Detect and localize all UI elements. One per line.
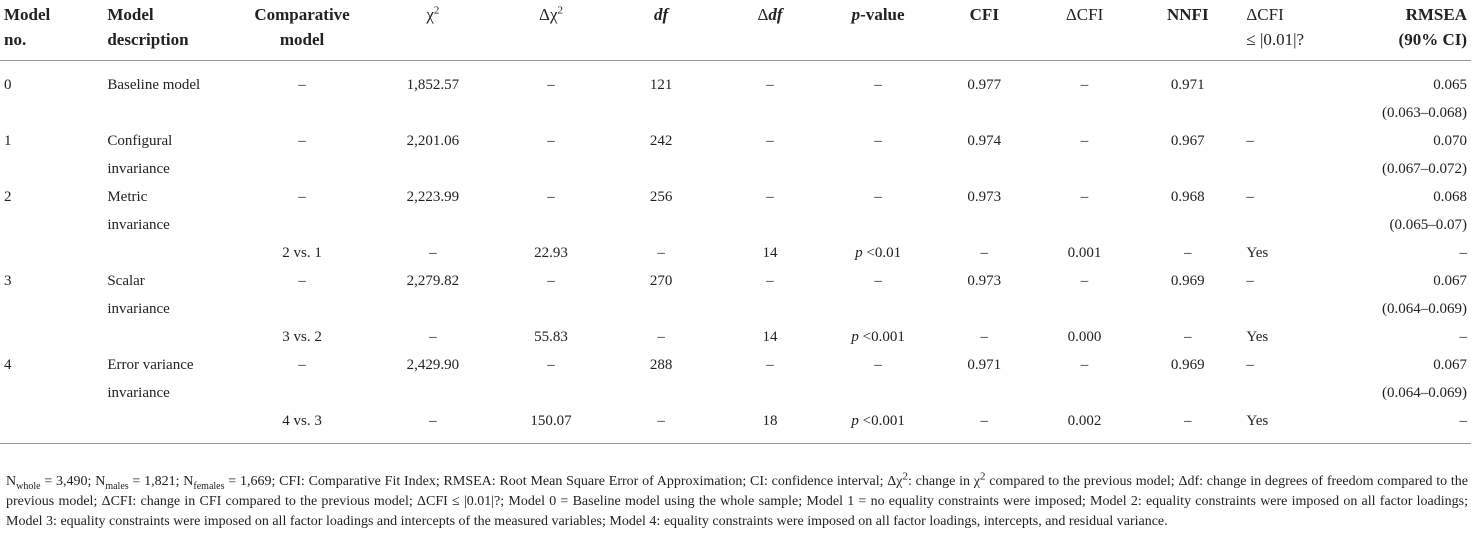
header-delta-cfi: ΔCFI [1065,5,1104,24]
cell-p: – [874,189,882,205]
cell-ddf: 14 [762,245,778,261]
cell-p: – [874,357,882,373]
table-row [0,323,1471,351]
cell-rmsea: – [1459,245,1467,261]
cell-chi2: 2,429.90 [406,357,460,373]
cell-chi2: 1,852.57 [406,77,460,93]
cell-q: – [1246,189,1254,205]
cell-dcfi: – [1080,273,1089,289]
cell-ddf: – [766,189,774,205]
cell-no: 2 [4,189,12,205]
cell-comp: – [298,133,306,149]
header-model-description: Model description [107,5,189,49]
cell-p: p <0.001 [851,413,905,429]
table-row [0,61,1471,128]
cell-no: 3 [4,273,12,289]
cell-dchi2: – [547,133,555,149]
cell-cfi: 0.977 [967,77,1002,93]
cell-q: – [1246,273,1254,289]
header-delta-chi-square: $\Delta\chi^2$ [539,4,563,24]
cell-rmsea: 0.070 (0.067–0.072) [1382,133,1467,177]
cell-no: 1 [4,133,12,149]
table-footnote: $N_{whole} = 3,490$; $N_{males} = 1,821$; $N_{females} = 1,669$; CFI: Comparative Fit Index; RMSEA: Root Mean Square Error of Approximation; CI: confidence interval; $\Delta\chi^2$: change in $\chi^2$ compared to the previous model; Δdf: change in degrees of freedom compared to the previous model; ΔCFI: change in CFI compared to the previous model; ΔCFI ≤ |0.01|?; Model 0 = Baseline model using the whole sample; Model 1 = no equality constraints were imposed; Model 2: equality constraints were imposed on all factor loadings; Model 3: equality constraints were imposed on all factor loadings and intercepts of the measured variables; Model 4: equality constraints were imposed on all factor loadings, intercepts, and residual variance. [6,470,1469,529]
cell-desc [103,239,234,267]
cell-desc [103,407,234,444]
cell-comp: – [298,357,306,373]
cell-nnfi: – [1184,245,1192,261]
cell-chi2: – [429,245,437,261]
cell-dcfi: 0.000 [1067,329,1102,345]
cell-cfi: – [980,245,989,261]
cell-desc: Error variance invariance [107,357,194,401]
cell-desc [103,323,234,351]
cell-dchi2: – [547,357,555,373]
cell-p: p <0.01 [855,245,902,261]
cell-nnfi: 0.968 [1170,189,1205,205]
header-comparative-model: Comparative model [254,5,350,49]
cell-q: Yes [1246,329,1269,345]
cell-dcfi: 0.001 [1067,245,1102,261]
cell-p: – [874,133,882,149]
cell-no [0,407,103,444]
table-body [0,61,1471,444]
cell-dchi2: 22.93 [534,245,568,261]
cell-comp: – [298,189,306,205]
cell-ddf: – [766,77,774,93]
cell-chi2: 2,223.99 [406,189,460,205]
header-p-value: p-value [851,5,905,24]
cell-dchi2: – [547,77,555,93]
cell-chi2: – [429,413,437,429]
cell-ddf: 18 [762,413,778,429]
cell-rmsea: 0.068 (0.065–0.07) [1389,189,1467,233]
table-row [0,127,1471,183]
cell-df: 256 [649,189,673,205]
cell-cfi: – [980,329,989,345]
cell-q: Yes [1246,413,1269,429]
cell-no: 4 [4,357,12,373]
table-row [0,351,1471,407]
cell-df: – [657,245,665,261]
cell-no [0,323,103,351]
cell-ddf: – [766,357,774,373]
cell-no: 0 [4,77,12,93]
cell-chi2: – [429,329,437,345]
header-nnfi: NNFI [1167,5,1209,24]
cell-comp: 3 vs. 2 [282,329,322,345]
cell-cfi: 0.973 [967,273,1002,289]
cell-dchi2: – [547,273,555,289]
cell-nnfi: – [1184,329,1192,345]
cell-cfi: 0.974 [967,133,1002,149]
cell-p: – [874,273,882,289]
cell-q [1242,61,1351,128]
cell-cfi: – [980,413,989,429]
cell-p: p <0.001 [851,329,905,345]
cell-df: 242 [649,133,673,149]
cell-df: 270 [649,273,673,289]
cell-dcfi: 0.002 [1067,413,1102,429]
cell-rmsea: – [1459,413,1467,429]
cell-dcfi: – [1080,77,1089,93]
header-chi-square: $\chi^2$ [426,4,440,24]
cell-df: 121 [649,77,673,93]
header-row [0,0,1471,61]
cell-chi2: 2,201.06 [406,133,460,149]
cell-ddf: – [766,273,774,289]
cell-p: – [874,77,882,93]
cell-chi2: 2,279.82 [406,273,460,289]
cell-nnfi: – [1184,413,1192,429]
header-delta-df: Δdf [757,5,783,24]
table-row [0,239,1471,267]
table-row [0,407,1471,444]
cell-desc: Baseline model [107,77,201,93]
table-row [0,183,1471,239]
cell-df: – [657,329,665,345]
cell-rmsea: 0.067 (0.064–0.069) [1382,357,1467,401]
cell-nnfi: 0.969 [1170,357,1205,373]
cell-cfi: 0.973 [967,189,1002,205]
cell-ddf: 14 [762,329,778,345]
header-delta-cfi-threshold: ΔCFI ≤ |0.01|? [1246,5,1305,49]
cell-dcfi: – [1080,189,1089,205]
cell-dchi2: 55.83 [534,329,568,345]
cell-nnfi: 0.967 [1170,133,1205,149]
cell-dcfi: – [1080,357,1089,373]
cell-ddf: – [766,133,774,149]
cell-rmsea: – [1459,329,1467,345]
cell-desc: Configural invariance [107,133,173,177]
header-df: df [653,5,669,24]
cell-q: – [1246,357,1254,373]
cell-comp: 2 vs. 1 [282,245,322,261]
table-row [0,267,1471,323]
cell-comp: 4 vs. 3 [282,413,322,429]
header-rmsea: RMSEA (90% CI) [1398,5,1467,49]
cell-desc: Scalar invariance [107,273,170,317]
cell-nnfi: 0.969 [1170,273,1205,289]
cell-desc: Metric invariance [107,189,170,233]
header-cfi: CFI [969,5,999,24]
cell-dchi2: – [547,189,555,205]
cell-nnfi: 0.971 [1170,77,1205,93]
cell-rmsea: 0.067 (0.064–0.069) [1382,273,1467,317]
cell-q: Yes [1246,245,1269,261]
cell-df: 288 [649,357,673,373]
cell-comp: – [298,77,306,93]
cell-df: – [657,413,665,429]
cell-dcfi: – [1080,133,1089,149]
cell-rmsea: 0.065 (0.063–0.068) [1382,77,1467,121]
header-model-no: Model no. [4,5,51,49]
cell-dchi2: 150.07 [530,413,572,429]
cell-comp: – [298,273,306,289]
cell-cfi: 0.971 [967,357,1002,373]
cell-no [0,239,103,267]
cell-q: – [1246,133,1254,149]
